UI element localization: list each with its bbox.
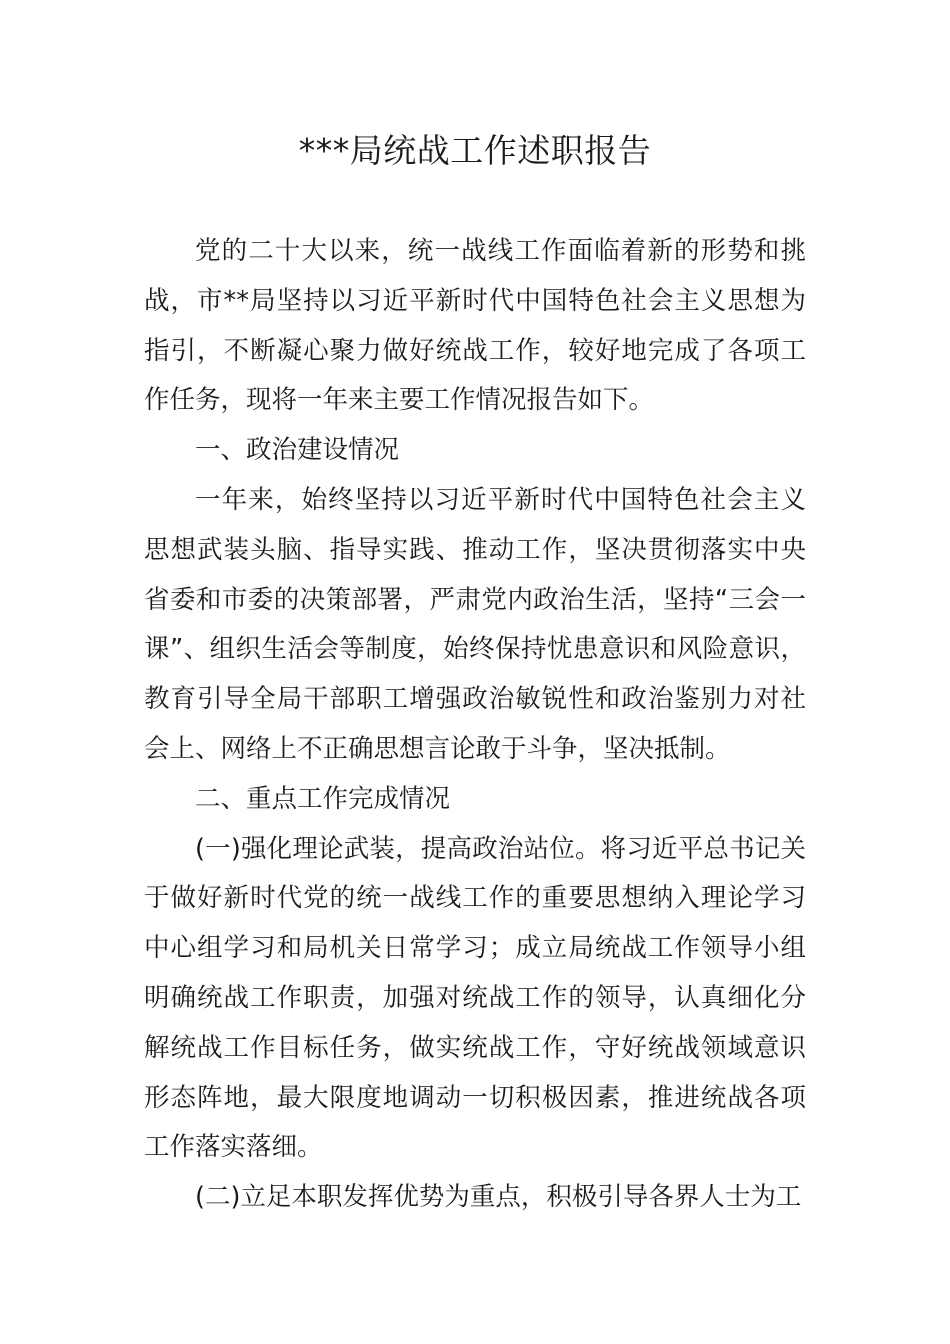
section-heading-political: 一、政治建设情况 <box>195 435 400 466</box>
document-body <box>144 227 806 1223</box>
document-title: ***局统战工作述职报告 <box>298 131 652 170</box>
paragraph-political: 一年来，始终坚持以习近平新时代中国特色社会主义思想武装头脑、指导实践、推动工作，坚决贯彻落实中央省委和市委的决策部署，严肃党内政治生活，坚持“三会一课”、组织生活会等制度，始终保持忧患意识和风险意识，教育引导全局干部职工增强政治敏锐性和政治鉴别力对社会上、网络上不正确思想言论敢于斗争，坚决抵制。 <box>144 484 806 764</box>
paragraph-intro: 党的二十大以来，统一战线工作面临着新的形势和挑战，市**局坚持以习近平新时代中国特色社会主义思想为指引，不断凝心聚力做好统战工作，较好地完成了各项工作任务，现将一年来主要工作情况报告如下。 <box>144 236 806 416</box>
section-heading-key-work: 二、重点工作完成情况 <box>195 783 451 814</box>
paragraph-role: (二)立足本职发挥优势为重点，积极引导各界人士为工 <box>195 1182 802 1213</box>
paragraph-theory: (一)强化理论武装，提高政治站位。将习近平总书记关于做好新时代党的统一战线工作的重要思想纳入理论学习中心组学习和局机关日常学习；成立局统战工作领导小组明确统战工作职责，加强对统战工作的领导，认真细化分解统战工作目标任务，做实统战工作，守好统战领域意识形态阵地，最大限度地调动一切积极因素，推进统战各项工作落实落细。 <box>144 833 806 1163</box>
